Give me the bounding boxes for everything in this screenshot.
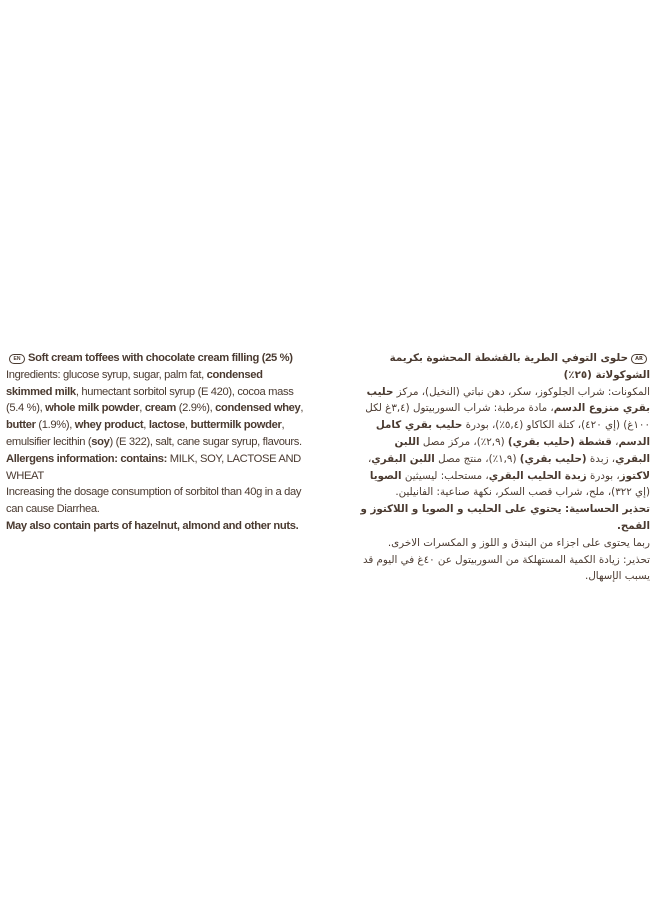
ingredient-bold-segment: اللبن البقري [394,435,650,465]
ingredient-segment: ، [611,435,619,448]
arabic-label-column [354,350,650,585]
ingredient-bold-segment: lactose [148,419,185,432]
ingredient-segment: ، [367,452,372,465]
ingredient-bold-segment: لاكتوز [619,469,650,482]
ingredient-bold-segment: اللبن البقري [371,452,435,465]
ingredient-bold-segment: حليب بقري كامل الدسم [375,419,650,448]
arabic-allergens: تحذير الحساسية: يحتوي على الحليب و الصويا و اللاكتوز و القمح. [360,503,650,532]
ingredient-bold-segment: whole milk powder [45,402,140,415]
arabic-sorbitol-warning: تحذير: زيادة الكمية المستهلكة من السوربيتول عن ٤٠غ في اليوم قد يسبب الإسهال. [362,553,650,583]
english-sorbitol-warning: Increasing the dosage consumption of sorbitol than 40g in a day can cause Diarrhea. [6,486,302,516]
ingredient-bold-segment: cream [144,402,177,415]
ingredient-bold-segment: الصويا [369,469,402,482]
ingredient-segment: (٢,٩٪)، مركز مصل [419,435,508,448]
arabic-may-contain: ربما يحتوى على اجزاء من البندق و اللوز و المكسرات الاخرى. [387,536,650,549]
ingredient-bold-segment: قشطة (حليب بقري) [507,435,612,448]
ingredient-bold-segment: condensed whey [215,402,301,415]
english-label-column [6,350,306,535]
ingredient-segment: ، مستحلب: ليسيثين [401,469,489,482]
ingredient-segment: , emulsifier lecithin ( [6,419,285,448]
ingredient-bold-segment: soy [91,435,110,448]
ingredient-segment: , [139,402,145,415]
ingredient-bold-segment: buttermilk powder [190,419,282,432]
english-may-contain: May also contain parts of hazelnut, almond and other nuts. [6,519,299,532]
ingredient-segment: , humectant sorbitol syrup (E 420), cocoa mass (5.4 %), [6,385,294,415]
ingredient-segment: , [300,402,304,415]
ingredient-segment: ، مادة مرطبة: شراب السوربيتول (٣,٤غ لكل ١٠٠غ) (إي ٤٢٠)، كتلة الكاكاو (٥,٤٪)، بودرة [365,402,650,432]
arabic-language-badge: AR [631,354,647,364]
english-language-badge: EN [9,354,25,364]
ingredient-bold-segment: whey product [74,419,144,432]
english-ingredients [6,367,306,451]
ingredient-bold-segment: (حليب بقري) [519,452,587,465]
ingredient-segment: , [184,419,191,432]
ingredient-bold-segment: condensed skimmed milk [6,368,263,398]
ingredient-segment: (إي ٣٢٢)، ملح، شراب قصب السكر، نكهة صناعية: الفانيلين. [395,486,650,499]
ingredient-segment: (١,٩٪)، منتج مصل [434,452,520,465]
arabic-ingredients [354,384,650,502]
ingredient-bold-segment: butter [6,419,36,432]
ingredient-segment: ، زبدة [586,452,616,465]
ingredient-segment: ، بودرة [586,469,620,482]
arabic-title: ARحلوى التوفي الطرية بالقشطة المحشوة بكريمة الشوكولاتة (٢٥٪) [389,352,650,381]
english-title: EN Soft cream toffees with chocolate cream filling (25 %) [6,350,306,367]
ingredient-segment: Ingredients: glucose syrup, sugar, palm fat, [6,368,207,381]
ingredient-bold-segment: زبدة الحليب البقري [488,469,587,482]
ingredient-bold-segment: حليب بقري منزوع الدسم [366,385,650,415]
ingredient-segment: (2.9%), [176,402,216,415]
ingredient-segment: المكونات: شراب الجلوكوز، سكر، دهن نباتي (النخيل)، مركز [393,385,650,398]
ingredient-segment: ) (E 322), salt, cane sugar syrup, flavours. [109,435,302,448]
english-allergens: Allergens information: contains: MILK, SOY, LACTOSE AND WHEAT [6,452,301,482]
ingredient-segment: , [143,419,149,432]
ingredient-segment: (1.9%), [35,419,75,432]
